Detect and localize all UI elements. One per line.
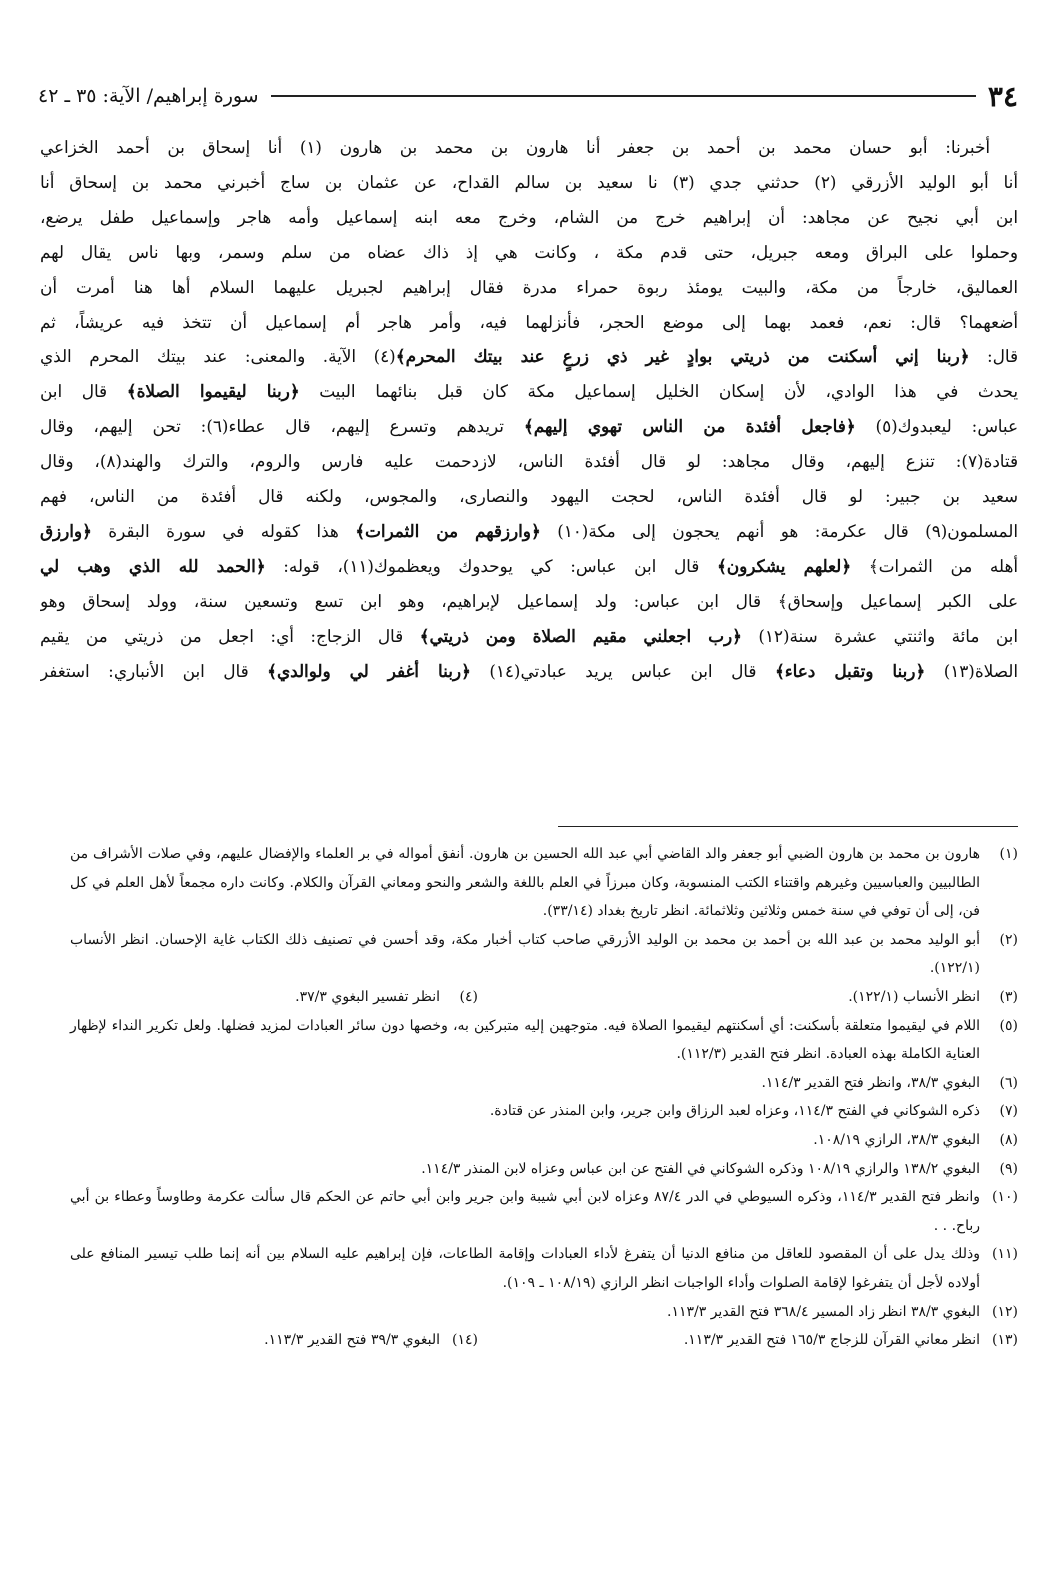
quran-quote: ﴿فاجعل أفئدة من الناس تهوي إليهم﴾ [523, 416, 856, 437]
footnote-3 [478, 983, 1018, 1012]
text-line: ابن مائة واثنتي عشرة سنة(١٢) ﴿رب اجعلني مقيم الصلاة ومن ذريتي﴾ قال الزجاج: أي: اجعل من ذريتي من يقيم [40, 625, 1018, 646]
footnote-text: البغوي ١٣٨/٢ والرازي ١٠٨/١٩ وذكره الشوكاني في الفتح عن ابن عباس وعزاه لابن المنذر ١١٤/٣. [421, 1160, 980, 1177]
footnote-text: أبو الوليد محمد بن عبد الله بن أحمد بن محمد بن الوليد الأزرقي صاحب كتاب أخبار مكة، وقد أحسن في تصنيف ذلك الكتاب غاية الإحسان. انظر الأنساب (١٢٢/١). [70, 931, 980, 977]
footnote-number: (١) [999, 846, 1018, 862]
footnote-text: انظر معاني القرآن للزجاج ١٦٥/٣ فتح القدير ١١٣/٣. [683, 1332, 980, 1349]
footnote-number: (١٤) [452, 1332, 478, 1349]
quran-quote: ﴿ربنا إني أسكنت من ذريتي بوادٍ غير ذي زرعٍ عند بيتك المحرم﴾ [395, 346, 970, 367]
quran-quote: ﴿ربنا ليقيموا الصلاة﴾ [126, 381, 300, 402]
text-line: أنا أبو الوليد الأزرقي (٢) حدثني جدي (٣) نا سعيد بن سالم القداح، عن عثمان بن ساج أخبرني محمد بن إسحاق أنا [40, 171, 1018, 192]
footnote-text: البغوي ٣٨/٣، وانظر فتح القدير ١١٤/٣. [761, 1074, 980, 1091]
footnote-number: (٦) [999, 1074, 1018, 1091]
text-line: الصلاة(١٣) ﴿ربنا وتقبل دعاء﴾ قال ابن عباس يريد عبادتي(١٤) ﴿ربنا أغفر لي ولوالدي﴾ قال ابن الأنباري: استغفر [40, 660, 1018, 681]
text-line: أضعهما؟ قال: نعم، فعمد بهما إلى موضع الحجر، فأنزلهما فيه، وأمر هاجر أم إسماعيل أن تتخذ فيه عريشاً، ثم [40, 311, 1018, 332]
header-rule [271, 95, 976, 97]
quran-quote: ﴿الحمد لله الذي وهب لي [40, 555, 266, 576]
footnote-13 [478, 1326, 1018, 1355]
quran-quote: ﴿ربنا وتقبل دعاء﴾ [774, 660, 926, 681]
footnote-number: (٧) [999, 1103, 1018, 1120]
footnote-number: (١١) [992, 1246, 1018, 1263]
footnote-text: وانظر فتح القدير ١١٤/٣، وذكره السيوطي في الدر ٨٧/٤ وعزاه لابن أبي شيبة وابن جرير وابن أبي حاتم عن الحكم قال سألت عكرمة وطاوساً وعطاء بن أبي رباح. . . [70, 1189, 980, 1234]
text-line: العماليق، خارجاً من مكة، والبيت يومئذ ربوة حمراء مدرة فقال إبراهيم لجبريل عليهما السلام أها هنا أمرت أن [40, 276, 1018, 297]
page-header [38, 78, 1018, 114]
footnote-text: اللام في ليقيموا متعلقة بأسكنت: أي أسكنتهم ليقيموا الصلاة فيه. متوجهين إليه متبركين به، وخصها دون سائر العبادات لمزيد فضلها. ولعل تكرير النداء لإظهار العناية الكاملة بهذه العبادة. انظر فتح القدير (١١٢/٣). [70, 1017, 980, 1063]
text-line: ابن أبي نجيح عن مجاهد: أن إبراهيم خرج من الشام، وخرج معه ابنه إسماعيل وأمه هاجر وإسماعيل طفل يرضع، [40, 206, 1018, 227]
footnote-4 [48, 983, 478, 1012]
footnote-number: (٩) [999, 1160, 1018, 1177]
footnote-separator [558, 826, 1018, 827]
footnote-5 [70, 1012, 1018, 1069]
footnote-row [70, 983, 1018, 1012]
text-line: أهله من الثمرات﴾ ﴿لعلهم يشكرون﴾ قال ابن عباس: كي يوحدوك ويعظموك(١١)، قوله: ﴿الحمد لله الذي وهب لي [40, 555, 1018, 576]
page-number: ٣٤ [987, 79, 1018, 113]
footnote-text: البغوي ٣٩/٣ فتح القدير ١١٣/٣. [264, 1332, 440, 1349]
footnote-7 [70, 1097, 1018, 1126]
footnote-12 [70, 1298, 1018, 1327]
footnote-text: البغوي ٣٨/٣، الرازي ١٠٨/١٩. [813, 1131, 980, 1148]
footnote-10 [70, 1183, 1018, 1240]
footnote-2 [70, 926, 1018, 983]
quran-quote: ﴿وارزقهم من الثمرات﴾ [355, 520, 541, 541]
footnote-text: البغوي ٣٨/٣ انظر زاد المسير ٣٦٨/٤ فتح القدير ١١٣/٣. [667, 1303, 980, 1320]
footnote-row [70, 1326, 1018, 1355]
text-line: وحملوا على البراق ومعه جبريل، حتى قدم مكة ، وكانت هي إذ ذاك عضاه من سلم وسمر، وبها ناس يقال لهم [40, 241, 1018, 262]
footnote-number: (١٣) [992, 1332, 1018, 1349]
text-line: المسلمون(٩) قال عكرمة: هو أنهم يحجون إلى مكة(١٠) ﴿وارزقهم من الثمرات﴾ هذا كقوله في سورة البقرة ﴿وارزق [40, 520, 1018, 541]
text-line: قال: ﴿ربنا إني أسكنت من ذريتي بوادٍ غير ذي زرعٍ عند بيتك المحرم﴾(٤) الآية. والمعنى: عند بيتك المحرم الذي [40, 346, 1018, 367]
quran-quote: ﴿لعلهم يشكرون﴾ [716, 555, 852, 576]
footnote-number: (١٠) [992, 1189, 1018, 1206]
footnote-number: (٣) [999, 988, 1018, 1005]
footnote-11 [70, 1240, 1018, 1297]
footnote-text: وذلك يدل على أن المقصود للعاقل من منافع الدنيا أن يتفرغ لأداء العبادات وإقامة الطاعات، فإن إبراهيم عليه السلام بين أنه إنما طلب تيسير المنافع على أولاده لأجل أن يتفرغوا لإقامة الصلوات وأداء الواجبات انظر الرازي (١٠٨/١٩ ـ ١٠٩). [70, 1246, 980, 1291]
text-line: على الكبر إسماعيل وإسحاق﴾ قال ابن عباس: ولد إسماعيل لإبراهيم، وهو ابن تسع وتسعين سنة، وولد إسحاق وهو [40, 590, 1018, 611]
surah-title: سورة إبراهيم/ الآية: ٣٥ ـ ٤٢ [38, 85, 259, 107]
footnote-8 [70, 1126, 1018, 1155]
footnote-14 [48, 1326, 478, 1355]
footnote-1 [70, 840, 1018, 926]
footnote-text: انظر تفسير البغوي ٣٧/٣. [295, 988, 440, 1005]
main-text [40, 130, 1018, 689]
text-line: أخبرنا: أبو حسان محمد بن أحمد بن جعفر أنا هارون بن محمد بن هارون (١) أنا إسحاق بن أحمد الخزاعي [40, 137, 991, 157]
quran-quote: ﴿وارزق [40, 520, 92, 541]
quran-quote: ﴿ربنا أغفر لي ولوالدي﴾ [267, 660, 471, 681]
footnote-text: هارون بن محمد بن هارون الضبي أبو جعفر والد القاضي أبي عبد الله الحسين بن هارون. أنفق أمواله في بر العلماء والإفضال عليهم، وفي صلات الأشراف من الطالبيين والعباسيين وغيرهم واقتناء الكتب المنسوبة، وكان مبرزاً في العلم باللغة والشعر والنحو ومعاني القرآن والكلام. وكانت داره مجمعاً لأهل العلم في كل فن، إلى أن توفي في سنة خمس وثلاثين وثلاثمائة. انظر تاريخ بغداد (٣٣/١٤). [70, 846, 980, 920]
footnote-number: (٤) [459, 988, 478, 1005]
footnotes [70, 840, 1018, 1355]
footnote-number: (١٢) [992, 1303, 1018, 1320]
text-line: قتادة(٧): تنزع إليهم، وقال مجاهد: لو قال أفئدة الناس، لازدحمت عليه فارس والروم، والترك والهند(٨)، وقال [40, 451, 1018, 472]
text-line: يحدث في هذا الوادي، لأن إسكان الخليل إسماعيل مكة كان قبل بنائهما البيت ﴿ربنا ليقيموا الصلاة﴾ قال ابن [40, 381, 1018, 402]
footnote-number: (٥) [999, 1017, 1018, 1034]
footnote-number: (٢) [999, 931, 1018, 948]
footnote-6 [70, 1069, 1018, 1098]
text-line: عباس: ليعبدوك(٥) ﴿فاجعل أفئدة من الناس تهوي إليهم﴾ تريدهم وتسرع إليهم، قال عطاء(٦): تحن إليهم، وقال [40, 416, 1018, 437]
footnote-text: انظر الأنساب (١٢٢/١). [848, 988, 980, 1005]
footnote-9 [70, 1155, 1018, 1184]
text-line: سعيد بن جبير: لو قال أفئدة الناس، لحجت اليهود والنصارى، والمجوس، ولكنه قال أفئدة من الناس، فهم [40, 486, 1018, 507]
footnote-number: (٨) [999, 1131, 1018, 1148]
quran-quote: ﴿رب اجعلني مقيم الصلاة ومن ذريتي﴾ [419, 625, 742, 646]
footnote-text: ذكره الشوكاني في الفتح ١١٤/٣، وعزاه لعبد الرزاق وابن جرير، وابن المنذر عن قتادة. [489, 1103, 980, 1120]
